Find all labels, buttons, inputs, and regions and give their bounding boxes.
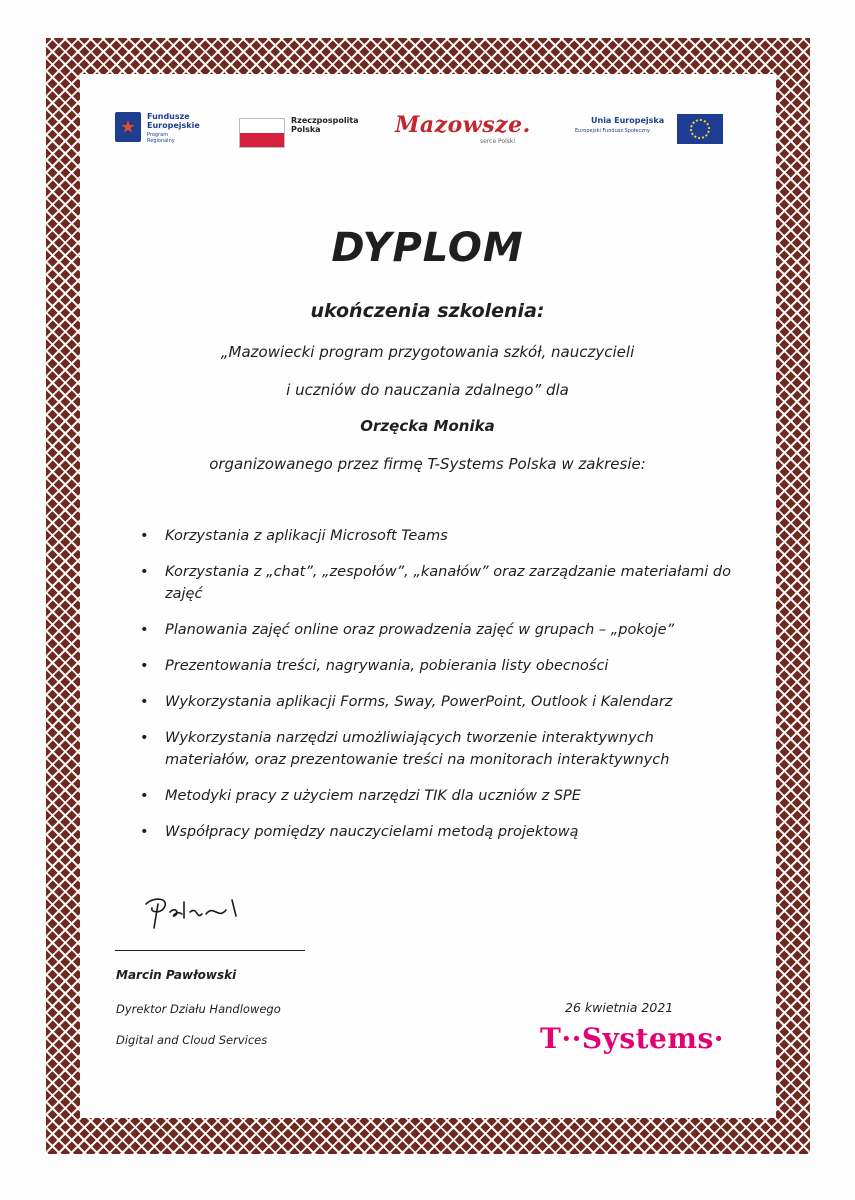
signer-name: Marcin Pawłowski [116,968,237,982]
program-line-2: i uczniów do nauczania zdalnego” dla [286,381,569,399]
organizer-line: organizowanego przez firmę T-Systems Polska w zakresie: [209,455,646,473]
list-item: • Współpracy pomiędzy nauczycielami metodą projektową [140,821,740,843]
handwritten-signature [140,890,250,935]
list-item: • Korzystania z aplikacji Microsoft Teams [140,525,740,547]
list-item: • Metodyki pracy z użyciem narzędzi TIK dla uczniów z SPE [140,785,740,807]
training-topics-list [140,525,740,843]
list-item: • Prezentowania treści, nagrywania, pobierania listy obecności [140,655,740,677]
diploma-subtitle: ukończenia szkolenia: [310,300,545,322]
rzeczpospolita-logo [291,116,359,134]
poland-flag-icon [239,118,285,148]
fundusze-line2: Europejskie [147,121,200,130]
signature-line [115,950,305,951]
ue-logo-sub: Europejski Fundusz Społeczny [575,128,650,134]
program-line-1: „Mazowiecki program przygotowania szkół, nauczycieli [220,343,635,361]
mazowsze-logo: Mazowsze. [395,112,531,138]
rp-line2: Polska [291,125,321,134]
list-item: • Planowania zajęć online oraz prowadzenia zajęć w grupach – „pokoje” [140,619,740,641]
signer-title: Dyrektor Działu Handlowego [116,1002,281,1016]
list-item: • Wykorzystania narzędzi umożliwiających tworzenie interaktywnych materiałów, oraz prezentowanie treści na monitorach interaktywnych [140,727,740,771]
fundusze-star-icon [115,112,141,142]
fundusze-line1: Fundusze [147,112,190,121]
diploma-title: DYPLOM [331,225,524,271]
eu-flag-icon [677,114,723,144]
fundusze-sub: Program Regionalny [147,132,175,144]
funding-logos-bar [115,110,735,158]
list-item: • Wykorzystania aplikacji Forms, Sway, PowerPoint, Outlook i Kalendarz [140,691,740,713]
issue-date: 26 kwietnia 2021 [565,1000,674,1015]
rp-line1: Rzeczpospolita [291,116,359,125]
recipient-name: Orzęcka Monika [360,417,495,435]
mazowsze-sub: serce Polski [480,138,516,145]
signer-department: Digital and Cloud Services [116,1033,268,1047]
ue-logo-title: Unia Europejska [591,116,665,125]
list-item: • Korzystania z „chat”, „zespołów”, „kanałów” oraz zarządzanie materiałami do zajęć [140,561,740,605]
t-systems-logo: T··Systems· [540,1022,724,1055]
